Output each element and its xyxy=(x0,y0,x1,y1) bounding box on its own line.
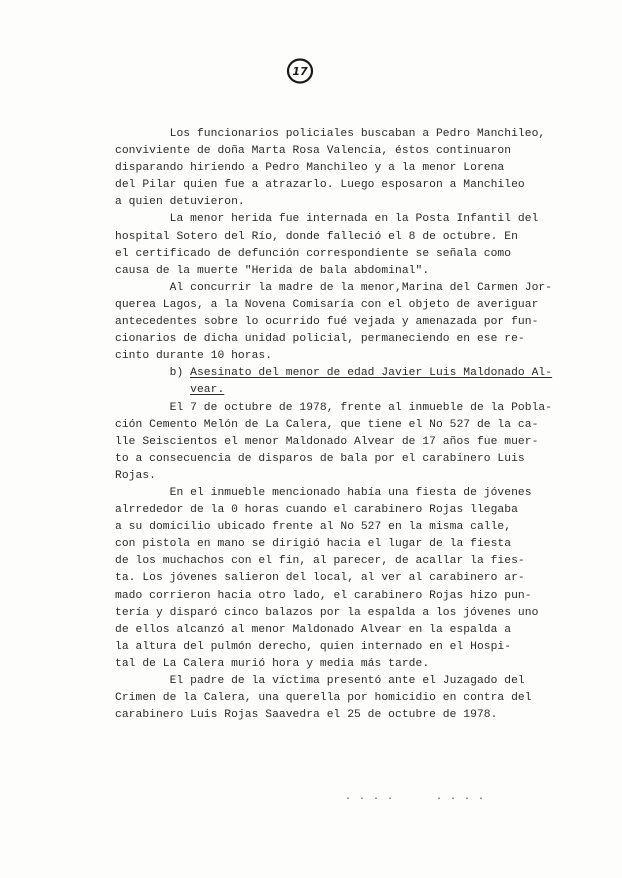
text-line: a su domicilio ubicado frente al No 527 en la misma calle, xyxy=(115,521,512,534)
footer-dots: . . . . . . . . xyxy=(345,792,486,803)
text-line: hospital Sotero del Río, donde falleció el 8 de octubre. En xyxy=(115,230,518,243)
text-line: conviviente de doña Marta Rosa Valencia, éstos continuaron xyxy=(115,145,512,158)
text-line: de los muchachos con el fin, al parecer, de acallar la fies- xyxy=(115,555,525,568)
text-line: La menor herida fue internada en la Posta Infantil del xyxy=(115,213,539,226)
section-heading: Asesinato del menor de edad Javier Luis Maldonado Al- xyxy=(190,367,553,380)
text-line: Rojas. xyxy=(115,469,156,482)
section-heading-cont: vear. xyxy=(190,384,225,397)
text-line: antecedentes sobre lo ocurrido fué vejada y amenazada por fun- xyxy=(115,316,539,329)
text-line: lle Seiscientos el menor Maldonado Alvear de 17 años fue muer- xyxy=(115,435,539,448)
text-line: cinto durante 10 horas. xyxy=(115,350,273,363)
text-line: tal de La Calera murió hora y media más tarde. xyxy=(115,657,430,670)
text-line: Al concurrir la madre de la menor,Marina del Carmen Jor- xyxy=(115,281,553,294)
page-number-stamp xyxy=(285,56,315,86)
page-number: 17 xyxy=(292,64,308,78)
text-line: el certificado de defunción correspondiente se señala como xyxy=(115,247,512,260)
text-line: to a consecuencia de disparos de bala por el carabinero Luis xyxy=(115,452,525,465)
body-text xyxy=(115,126,555,724)
section-heading-line: b) Asesinato del menor de edad Javier Luis Maldonado Al- xyxy=(115,367,553,380)
text-line: Los funcionarios policiales buscaban a Pedro Manchileo, xyxy=(115,128,546,140)
text-line: a quien detuvieron. xyxy=(115,196,245,209)
text-line: mado corrieron hacia otro lado, el carabinero Rojas hizo pun- xyxy=(115,589,532,602)
text-line: alrrededor de la 0 horas cuando el carabinero Rojas llegaba xyxy=(115,504,518,517)
section-heading-line xyxy=(115,382,555,399)
text-line: El padre de la víctima presentó ante el Juzagado del xyxy=(115,675,525,687)
text-line: cionarios de dicha unidad policial, permaneciendo en ese re- xyxy=(115,333,525,346)
text-line: causa de la muerte "Herida de bala abdominal". xyxy=(115,264,430,277)
text-line: tería y disparó cinco balazos por la espalda a los jóvenes uno xyxy=(115,606,539,619)
text-line: carabinero Luis Rojas Saavedra el 25 de octubre de 1978. xyxy=(115,709,498,722)
text-line: de ellos alcanzó al menor Maldonado Alvear en la espalda a xyxy=(115,623,512,636)
text-line: con pistola en mano se dirigió hacia el lugar de la fiesta xyxy=(115,538,512,551)
text-line: Crimen de la Calera, una querella por homicidio en contra del xyxy=(115,692,532,705)
text-line: ción Cemento Melón de La Calera, que tiene el No 527 de la ca- xyxy=(115,418,539,431)
text-line: El 7 de octubre de 1978, frente al inmueble de la Pobla- xyxy=(115,401,553,414)
text-line: la altura del pulmón derecho, quien internado en el Hospi- xyxy=(115,640,512,653)
text-line: En el inmueble mencionado había una fiesta de jóvenes xyxy=(115,486,532,499)
text-line: querea Lagos, a la Novena Comisaría con el objeto de averiguar xyxy=(115,298,539,311)
text-line: ta. Los jóvenes salieron del local, al ver al carabinero ar- xyxy=(115,572,525,585)
text-line: disparando hiriendo a Pedro Manchileo y a la menor Lorena xyxy=(115,162,505,175)
text-line: del Pilar quien fue a atrazarlo. Luego esposaron a Manchileo xyxy=(115,179,525,192)
